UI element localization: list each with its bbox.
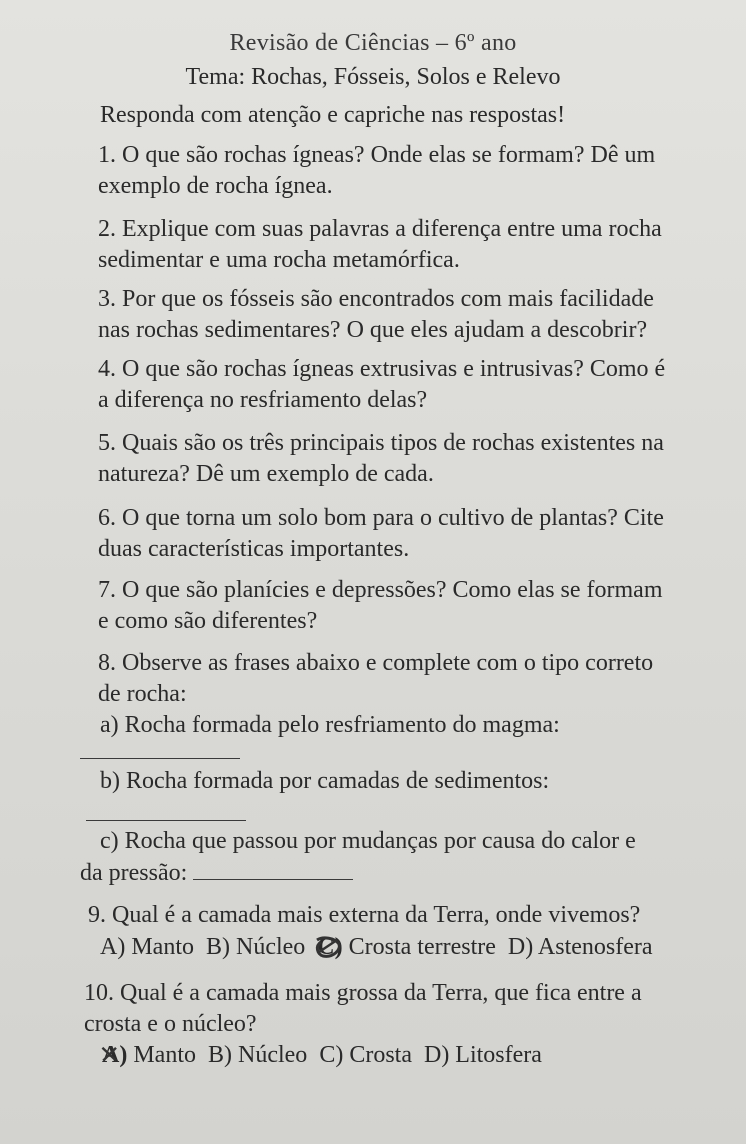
option-10b[interactable]: B) Núcleo (208, 1042, 308, 1068)
question-line: 10. Qual é a camada mais grossa da Terra, que fica entre a (84, 980, 642, 1006)
option-9c[interactable] (317, 932, 342, 963)
answer-blank-8c[interactable] (193, 861, 353, 880)
question-line: crosta e o núcleo? (84, 1011, 257, 1037)
option-9d[interactable]: D) Astenosfera (507, 934, 653, 960)
option-10a[interactable] (102, 1040, 127, 1071)
answer-blank-8a[interactable] (80, 758, 240, 759)
question-1 (98, 140, 698, 202)
question-line: de rocha: (98, 681, 187, 707)
question-8c: c) Rocha que passou por mudanças por causa do calor e (100, 828, 636, 854)
question-line: e como são diferentes? (98, 608, 318, 634)
question-line: 4. O que são rochas ígneas extrusivas e intrusivas? Como é (98, 356, 666, 382)
page-title: Revisão de Ciências – 6º ano (229, 30, 517, 56)
question-line: 6. O que torna um solo bom para o cultivo de plantas? Cite (98, 505, 664, 531)
question-line: natureza? Dê um exemplo de cada. (98, 461, 434, 487)
question-line: 1. O que são rochas ígneas? Onde elas se formam? Dê um (98, 142, 656, 168)
question-line: sedimentar e uma rocha metamórfica. (98, 247, 460, 273)
option-letter: A) (102, 1042, 128, 1068)
question-10-options (102, 1040, 702, 1071)
question-line: duas características importantes. (98, 536, 410, 562)
question-line: 5. Quais são os três principais tipos de rochas existentes na (98, 430, 664, 456)
question-10 (84, 978, 724, 1040)
option-letter: C) (317, 934, 343, 960)
question-7 (98, 575, 698, 637)
question-line: 2. Explique com suas palavras a diferença entre uma rocha (98, 216, 662, 242)
question-8c-cont (80, 858, 680, 889)
question-6 (98, 503, 698, 565)
question-line: da pressão: (80, 860, 188, 886)
question-8 (98, 648, 698, 710)
question-line: a diferença no resfriamento delas? (98, 387, 428, 413)
option-9a[interactable]: A) Manto (100, 934, 194, 960)
option-10d[interactable]: D) Litosfera (423, 1042, 542, 1068)
option-text: Crosta terrestre (348, 934, 496, 960)
question-2 (98, 214, 698, 276)
option-9b[interactable]: B) Núcleo (205, 934, 306, 960)
question-9: 9. Qual é a camada mais externa da Terra, onde vivemos? (88, 902, 641, 928)
question-line: 7. O que são planícies e depressões? Como elas se formam (98, 577, 663, 603)
scribble-mark-icon (313, 934, 343, 960)
question-line: 8. Observe as frases abaixo e complete com o tipo correto (98, 650, 654, 676)
option-10c[interactable]: C) Crosta (319, 1042, 412, 1068)
option-text: Manto (133, 1042, 196, 1068)
question-4 (98, 354, 698, 416)
page-subtitle: Tema: Rochas, Fósseis, Solos e Relevo (185, 64, 561, 90)
question-8b: b) Rocha formada por camadas de sedimentos: (100, 768, 550, 794)
question-8a: a) Rocha formada pelo resfriamento do magma: (100, 712, 560, 738)
question-9-options (100, 932, 740, 963)
question-3 (98, 284, 698, 346)
question-line: 3. Por que os fósseis são encontrados com mais facilidade (98, 286, 654, 312)
question-5 (98, 428, 698, 490)
question-line: nas rochas sedimentares? O que eles ajudam a descobrir? (98, 317, 648, 343)
answer-blank-8b[interactable] (86, 820, 246, 821)
instruction-text: Responda com atenção e capriche nas respostas! (100, 102, 566, 128)
scribble-mark-icon (100, 1044, 124, 1066)
question-line: exemplo de rocha ígnea. (98, 173, 333, 199)
